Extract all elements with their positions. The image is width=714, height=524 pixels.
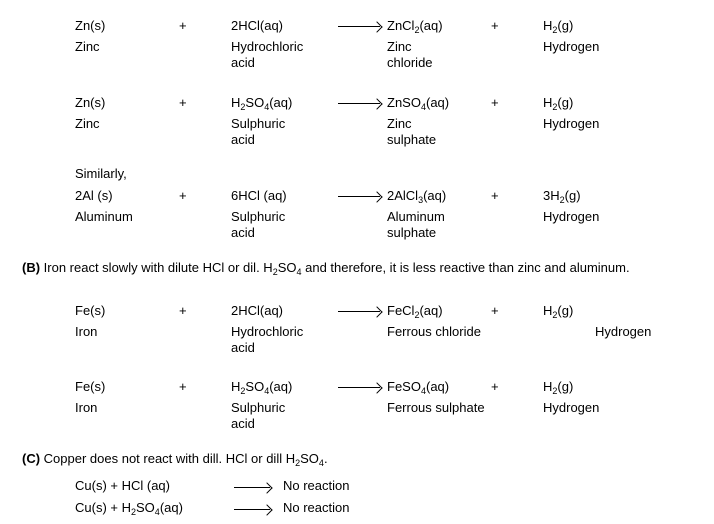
r1-product1-formula: ZnCl$_2$(aq) — [387, 18, 443, 35]
r1-reactant2-formula: 2HCl(aq) — [231, 18, 284, 33]
fe2-reactant1-name: Iron — [75, 400, 98, 415]
r3-product1-name: Aluminum — [387, 209, 445, 224]
r3-plus2: + — [491, 188, 499, 203]
fe1-reactant1-name: Iron — [75, 324, 98, 339]
r1-plus2: + — [491, 18, 499, 33]
section-c-label: (C) — [22, 451, 41, 466]
r3-arrow — [338, 196, 380, 197]
r2-product2-name: Hydrogen — [543, 116, 600, 131]
r1-product2-name: Hydrogen — [543, 39, 600, 54]
cu1-lhs: Cu(s) + HCl (aq) — [75, 478, 170, 493]
r2-reactant2-formula: $H_2SO_4(aq)$ — [231, 95, 293, 112]
r1-reactant2-name2: acid — [231, 55, 255, 70]
fe2-reactant2-name: Sulphuric — [231, 400, 286, 415]
fe2-product2-formula: $H_2(g)$ — [543, 379, 574, 396]
r1-reactant1-name: Zinc — [75, 39, 100, 54]
r1-product1-name2: chloride — [387, 55, 433, 70]
cu2-result: No reaction — [283, 500, 350, 515]
r3-lead: Similarly, — [75, 166, 127, 181]
fe1-arrow — [338, 311, 380, 312]
fe2-reactant2-name2: acid — [231, 416, 255, 431]
r2-arrow — [338, 103, 380, 104]
r3-product1-formula: 2AlCl$_3$(aq) — [387, 188, 447, 205]
r2-product1-name: Zinc — [387, 116, 412, 131]
r2-reactant1-formula: Zn(s) — [75, 95, 106, 110]
fe2-product1-formula: FeSO$_4$(aq) — [387, 379, 450, 396]
fe1-product2-formula: $H_2(g)$ — [543, 303, 574, 320]
r3-product2-name: Hydrogen — [543, 209, 600, 224]
r1-reactant2-name: Hydrochloric — [231, 39, 304, 54]
r1-arrow — [338, 26, 380, 27]
fe2-reactant2-formula: $H_2SO_4(aq)$ — [231, 379, 293, 396]
fe2-arrow — [338, 387, 380, 388]
section-b-paragraph: (B) Iron react slowly with dilute HCl or dil. $H_2SO_4$ and therefore, it is less reactive than zinc and aluminum. — [22, 260, 630, 277]
cu2-arrow — [234, 509, 270, 510]
r3-plus1: + — [179, 188, 187, 203]
r3-reactant1-formula: 2Al (s) — [75, 188, 113, 203]
fe1-product2-name: Hydrogen — [595, 324, 652, 339]
fe2-product1-name: Ferrous sulphate — [387, 400, 485, 415]
fe1-plus1: + — [179, 303, 187, 318]
r1-product1-name: Zinc — [387, 39, 412, 54]
cu1-arrow — [234, 487, 270, 488]
fe2-product2-name: Hydrogen — [543, 400, 600, 415]
r2-plus2: + — [491, 95, 499, 110]
r2-product2-formula: $H_2(g)$ — [543, 95, 574, 112]
r3-reactant2-name2: acid — [231, 225, 255, 240]
r1-product2-formula: $H_2(g)$ — [543, 18, 574, 35]
fe1-product1-formula: FeCl$_2$(aq) — [387, 303, 443, 320]
r2-plus1: + — [179, 95, 187, 110]
fe1-reactant2-formula: 2HCl(aq) — [231, 303, 284, 318]
fe1-reactant2-name: Hydrochloric — [231, 324, 304, 339]
fe1-reactant2-name2: acid — [231, 340, 255, 355]
cu2-lhs: $Cu(s) + H_2SO_4(aq)$ — [75, 500, 183, 517]
fe1-product1-name: Ferrous chloride — [387, 324, 481, 339]
section-c-paragraph: (C) Copper does not react with dill. HCl or dill $H_2SO_4$. — [22, 451, 328, 468]
fe2-plus1: + — [179, 379, 187, 394]
r3-product1-name2: sulphate — [387, 225, 437, 240]
fe2-plus2: + — [491, 379, 499, 394]
fe2-reactant1-formula: Fe(s) — [75, 379, 106, 394]
r3-reactant2-name: Sulphuric — [231, 209, 286, 224]
cu1-result: No reaction — [283, 478, 350, 493]
r2-reactant1-name: Zinc — [75, 116, 100, 131]
fe1-plus2: + — [491, 303, 499, 318]
section-b-label: (B) — [22, 260, 41, 275]
fe1-reactant1-formula: Fe(s) — [75, 303, 106, 318]
r3-reactant1-name: Aluminum — [75, 209, 133, 224]
r3-reactant2-formula: 6HCl (aq) — [231, 188, 287, 203]
r3-product2-formula: $3H_2(g)$ — [543, 188, 581, 205]
r1-reactant1-formula: Zn(s) — [75, 18, 106, 33]
r2-reactant2-name: Sulphuric — [231, 116, 286, 131]
r1-plus1: + — [179, 18, 187, 33]
r2-reactant2-name2: acid — [231, 132, 255, 147]
r2-product1-formula: ZnSO$_4$(aq) — [387, 95, 450, 112]
r2-product1-name2: sulphate — [387, 132, 437, 147]
